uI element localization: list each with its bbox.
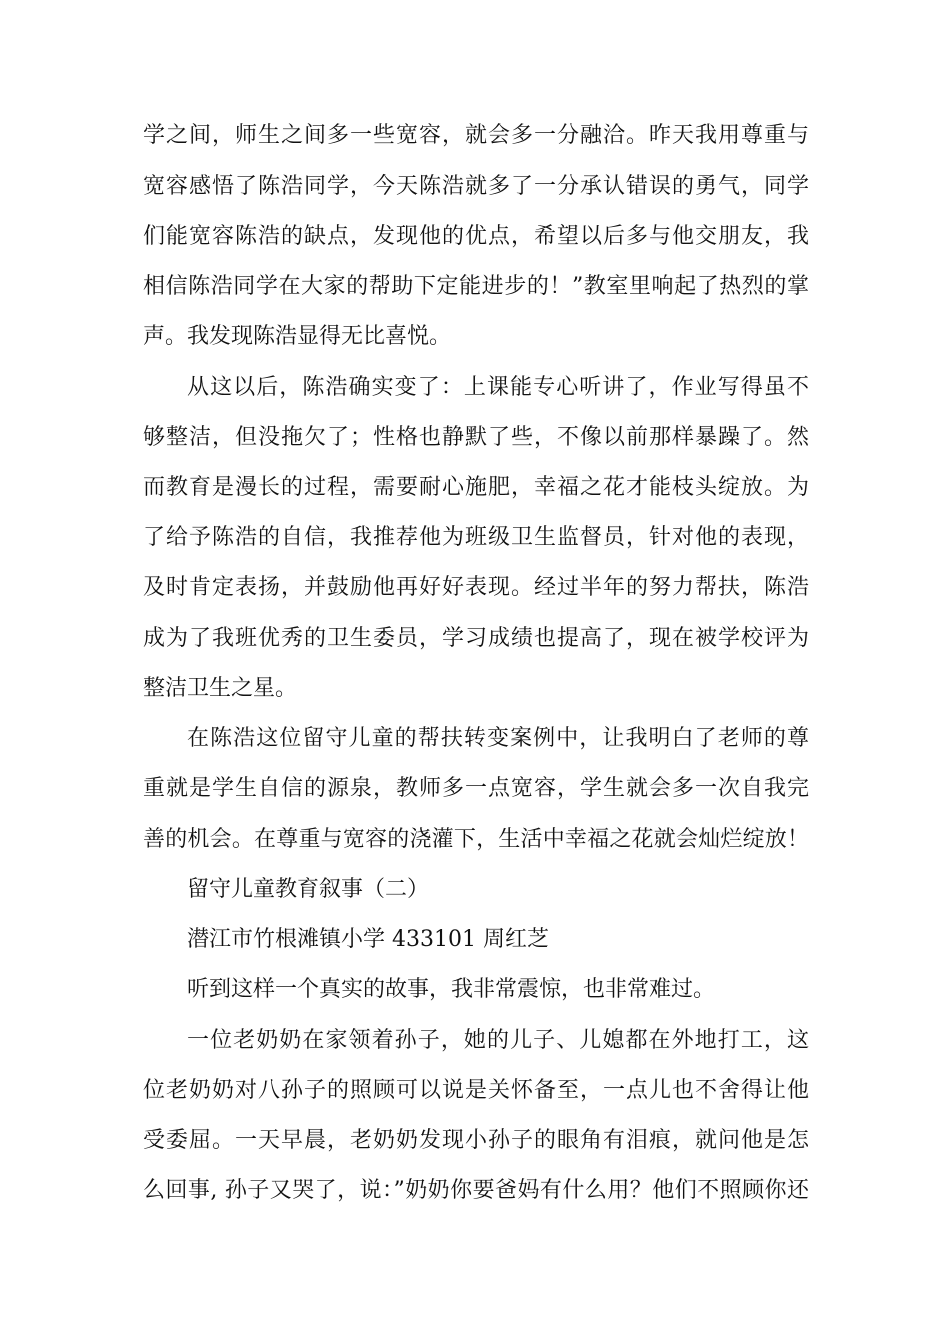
text-line: 么回事, 孙子又哭了，说：”奶奶你要爸妈有什么用？他们不照顾你还	[143, 1178, 809, 1203]
text-line: 而教育是漫长的过程，需要耐心施肥，幸福之花才能枝头绽放。为	[143, 475, 809, 500]
text-line: 善的机会。在尊重与宽容的浇灌下，生活中幸福之花就会灿烂绽放！	[143, 827, 809, 852]
paragraph-first-line: 从这以后，陈浩确实变了：上课能专心听讲了，作业写得虽不	[187, 375, 809, 400]
text-line: 学之间，师生之间多一些宽容，就会多一分融洽。昨天我用尊重与	[143, 123, 809, 148]
paragraph-first-line: 在陈浩这位留守儿童的帮扶转变案例中，让我明白了老师的尊	[187, 726, 809, 751]
text-line: 重就是学生自信的源泉，教师多一点宽容，学生就会多一次自我完	[143, 776, 809, 801]
paragraph-first-line: 一位老奶奶在家领着孙子，她的儿子、儿媳都在外地打工，这	[187, 1028, 809, 1053]
text-line: 受委屈。一天早晨，老奶奶发现小孙子的眼角有泪痕，就问他是怎	[143, 1128, 809, 1153]
text-line: 声。我发现陈浩显得无比喜悦。	[143, 324, 452, 349]
text-line: 成为了我班优秀的卫生委员，学习成绩也提高了，现在被学校评为	[143, 626, 809, 651]
section-title: 留守儿童教育叙事（二）	[187, 877, 430, 902]
text-line: 们能宽容陈浩的缺点，发现他的优点，希望以后多与他交朋友，我	[143, 224, 809, 249]
paragraph-first-line: 听到这样一个真实的故事，我非常震惊，也非常难过。	[187, 977, 716, 1002]
text-line: 了给予陈浩的自信，我推荐他为班级卫生监督员，针对他的表现，	[143, 525, 809, 550]
text-line: 及时肯定表扬，并鼓励他再好好表现。经过半年的努力帮扶，陈浩	[143, 575, 809, 600]
author-line: 潜江市竹根滩镇小学 433101 周红芝	[187, 927, 549, 952]
text-line: 整洁卫生之星。	[143, 676, 298, 701]
text-line: 位老奶奶对八孙子的照顾可以说是关怀备至，一点儿也不舍得让他	[143, 1078, 809, 1103]
text-line: 够整洁，但没拖欠了；性格也静默了些，不像以前那样暴躁了。然	[143, 425, 809, 450]
text-line: 宽容感悟了陈浩同学，今天陈浩就多了一分承认错误的勇气，同学	[143, 174, 809, 199]
text-line: 相信陈浩同学在大家的帮助下定能进步的！”教室里响起了热烈的掌	[143, 274, 809, 299]
